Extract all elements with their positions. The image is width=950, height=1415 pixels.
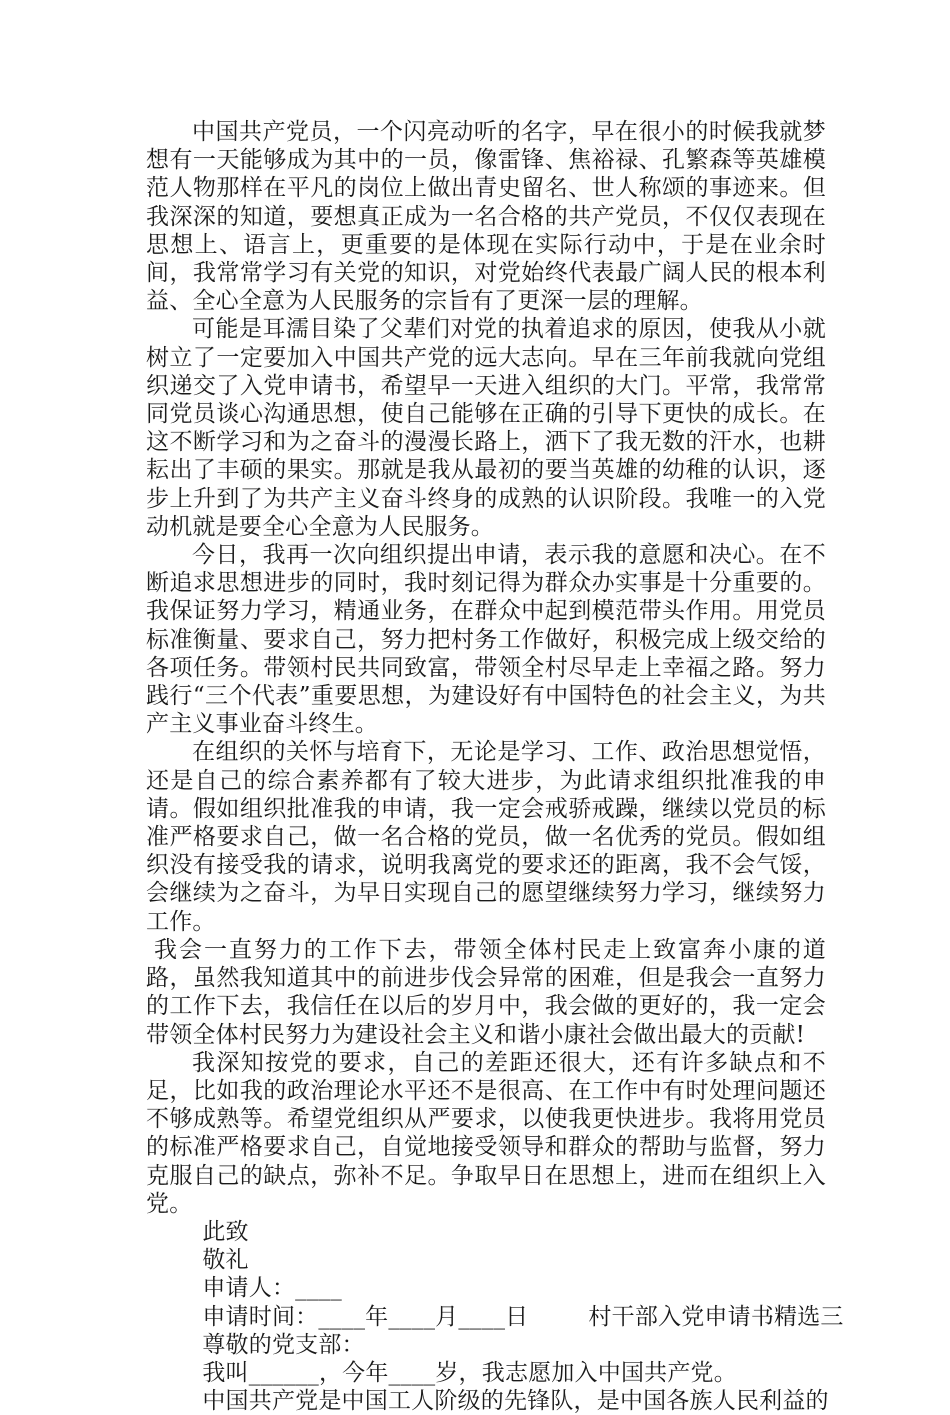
- document-page: [146, 118, 844, 1415]
- closing-regards: 敬礼: [202, 1247, 249, 1274]
- final-line: 中国共产党是中国工人阶级的先锋队，是中国各族人民利益的: [202, 1388, 829, 1415]
- paragraph-5: 我会一直努力的工作下去，带领全体村民走上致富奔小康的道路，虽然我知道其中的前进步伐会异常的困难，但是我会一直努力的工作下去，我信任在以后的岁月中，我会做的更好的，我一定会带领全体村民努力为建设社会主义和谐小康社会做出最大的贡献!: [146, 936, 826, 1048]
- salutation-line: 尊敬的党支部：: [202, 1331, 365, 1358]
- paragraph-2: 可能是耳濡目染了父辈们对党的执着追求的原因，使我从小就树立了一定要加入中国共产党的远大志向。早在三年前我就向党组织递交了入党申请书，希望早一天进入组织的大门。平常，我常常同党员谈心沟通思想，使自己能够在正确的引导下更快的成长。在这不断学习和为之奋斗的漫漫长路上，洒下了我无数的汗水，也耕耘出了丰硕的果实。那就是我从最初的要当英雄的幼稚的认识，逐步上升到了为共产主义奋斗终身的成熟的认识阶段。我唯一的入党动机就是要全心全意为人民服务。: [146, 316, 826, 540]
- intro-line: 我叫______，今年____岁，我志愿加入中国共产党。: [202, 1359, 737, 1386]
- closing-salutation: 此致: [202, 1218, 249, 1245]
- applicant-line: 申请人：____: [202, 1275, 342, 1302]
- paragraph-3: 今日，我再一次向组织提出申请，表示我的意愿和决心。在不断追求思想进步的同时，我时刻记得为群众办实事是十分重要的。我保证努力学习，精通业务，在群众中起到模范带头作用。用党员标准衡量、要求自己，努力把村务工作做好，积极完成上级交给的各项任务。带领村民共同致富，带领全村尽早走上幸福之路。努力践行“三个代表”重要思想，为建设好有中国特色的社会主义，为共产主义事业奋斗终生。: [146, 542, 826, 738]
- paragraph-6: 我深知按党的要求，自己的差距还很大，还有许多缺点和不足，比如我的政治理论水平还不是很高、在工作中有时处理问题还不够成熟等。希望党组织从严要求，以使我更快进步。我将用党员的标准严格要求自己，自觉地接受领导和群众的帮助与监督，努力克服自己的缺点，弥补不足。争取早日在思想上，进而在组织上入党。: [146, 1049, 826, 1217]
- date-line: 申请时间：____年____月____日 村干部入党申请书精选三: [202, 1303, 844, 1330]
- paragraph-1: 中国共产党员，一个闪亮动听的名字，早在很小的时候我就梦想有一天能够成为其中的一员，像雷锋、焦裕禄、孔繁森等英雄模范人物那样在平凡的岗位上做出青史留名、世人称颂的事迹来。但我深深的知道，要想真正成为一名合格的共产党员，不仅仅表现在思想上、语言上，更重要的是体现在实际行动中，于是在业余时间，我常常学习有关党的知识，对党始终代表最广阔人民的根本利益、全心全意为人民服务的宗旨有了更深一层的理解。: [146, 119, 826, 315]
- paragraph-4: 在组织的关怀与培育下，无论是学习、工作、政治思想觉悟，还是自己的综合素养都有了较大进步，为此请求组织批准我的申请。假如组织批准我的申请，我一定会戒骄戒躁，继续以党员的标准严格要求自己，做一名合格的党员，做一名优秀的党员。假如组织没有接受我的请求，说明我离党的要求还的距离，我不会气馁，会继续为之奋斗，为早日实现自己的愿望继续努力学习，继续努力工作。: [146, 739, 826, 935]
